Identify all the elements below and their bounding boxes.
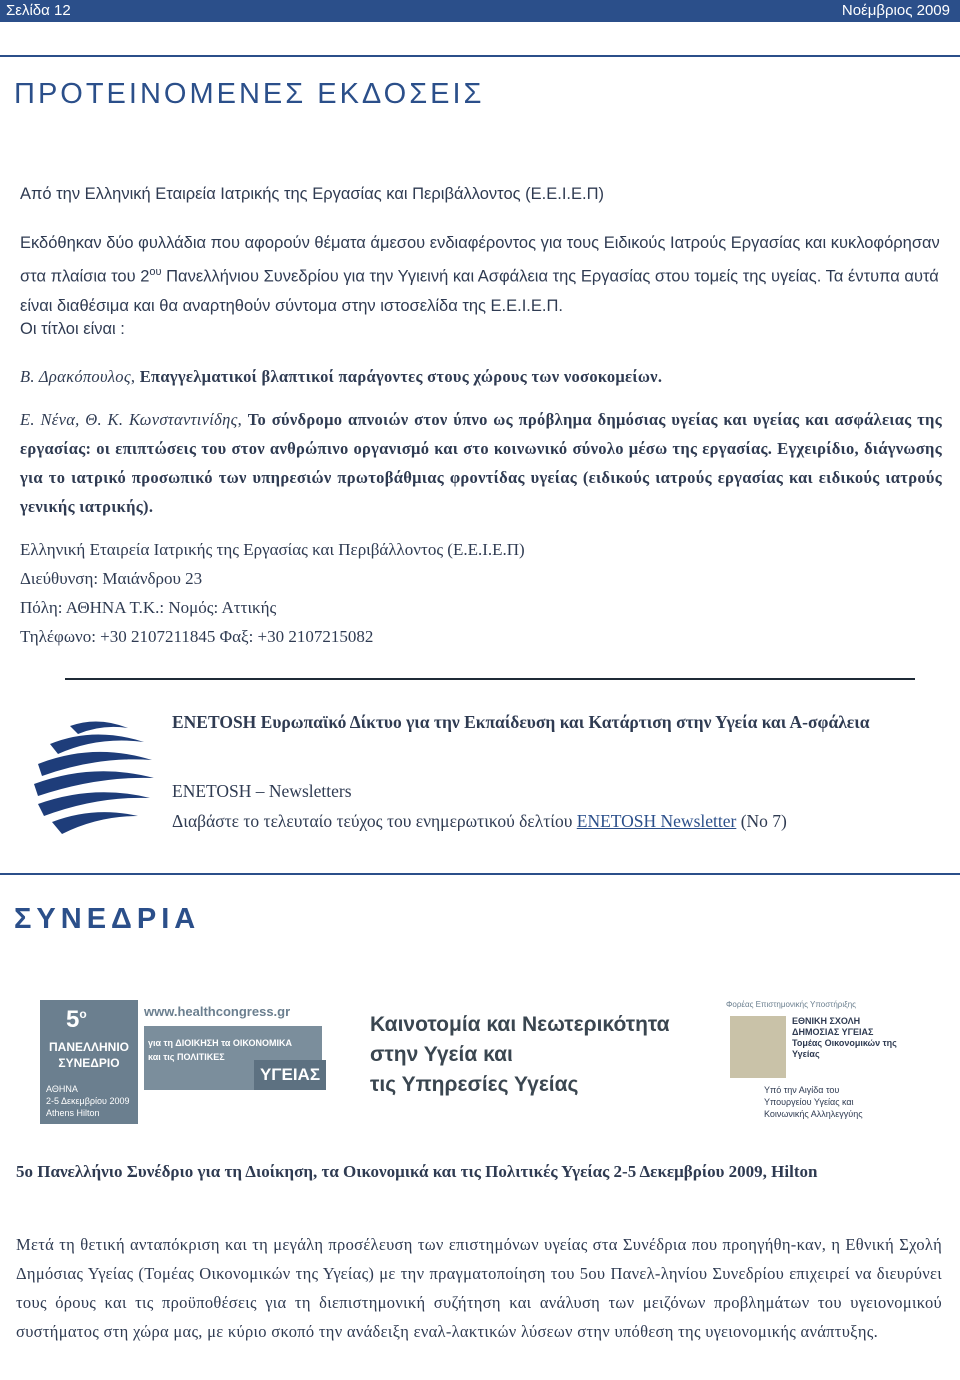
section-title-publications: ΠΡΟΤΕΙΝΟΜΕΝΕΣ ΕΚΔΟΣΕΙΣ bbox=[14, 78, 485, 110]
conference-banner bbox=[40, 1000, 940, 1124]
strip-line-1: για τη ΔΙΟΙΚΗΣΗ τα ΟΙΚΟΝΟΜΙΚΑ bbox=[148, 1038, 292, 1048]
issue-date: Νοέμβριος 2009 bbox=[841, 2, 950, 19]
publications-intro bbox=[20, 229, 942, 321]
badge-number: $5^o$ bbox=[66, 1006, 87, 1033]
enetosh-logo bbox=[28, 716, 158, 840]
publication-2: Ε. Νένα, Θ. Κ. Κωνσταντινίδης, Το σύνδρομο απνοιών στον ύπνο ως πρόβλημα δημόσιας υγείας και υγείας και ασφάλειας της εργασίας: οι επιπτώσεις του στον ανθρώπινο οργανισμό και στο κοινωνικό σύνολο μέσω της εργασίας. Εγχειρίδιο, διάγνωσης για το ιατρικό προσωπικό των υπηρεσιών πρωτοβάθμιας φροντίδας υγείας (ειδικούς ιατρούς εργασίας και ειδικούς ιατρούς γενικής ιατρικής). bbox=[20, 410, 942, 516]
titles-label: Οι τίτλοι είναι : bbox=[20, 320, 125, 338]
slogan-line-1: Καινοτομία και Νεωτερικότητα bbox=[370, 1013, 670, 1036]
badge-city: ΑΘΗΝΑ bbox=[46, 1084, 78, 1094]
contact-fax: Φαξ: +30 2107215082 bbox=[219, 627, 374, 646]
ygeias-label: ΥΓΕΙΑΣ bbox=[254, 1060, 326, 1090]
contact-block bbox=[20, 535, 525, 651]
enetosh-newsletters: ENETOSH – Newsletters bbox=[172, 781, 352, 801]
contact-org: Ελληνική Εταιρεία Ιατρικής της Εργασίας και Περιβάλλοντος (Ε.Ε.Ι.Ε.Π) bbox=[20, 540, 525, 559]
publication-2-title: Το σύνδρομο απνοιών στον ύπνο ως πρόβλημα δημόσιας υγείας και υγείας και ασφάλειας της εργασίας: οι επιπτώσεις του στον ανθρώπινο οργανισμό και στο κοινωνικό σύνολο μέσω της εργασίας. Εγχειρίδιο, διάγνωσης για το ιατρικό προσωπικό των υπηρεσιών πρωτοβάθμιας φροντίδας υγείας (ειδικούς ιατρούς εργασίας και ειδικούς ιατρούς γενικής ιατρικής). bbox=[20, 410, 942, 516]
publication-1-title: Επαγγελματικοί βλαπτικοί παράγοντες στους χώρους των νοσοκομείων. bbox=[139, 367, 663, 386]
contact-phone-fax bbox=[20, 622, 525, 651]
badge-venue: Athens Hilton bbox=[46, 1108, 100, 1118]
slogan-line-2: στην Υγεία και bbox=[370, 1043, 513, 1066]
sponsor-emblem-icon bbox=[730, 1016, 786, 1078]
read-prefix: Διαβάστε το τελευταίο τεύχος του ενημερωτικού δελτίου bbox=[172, 811, 577, 831]
congress-slogan bbox=[370, 1010, 670, 1100]
slogan-line-3: τις Υπηρεσίες Υγείας bbox=[370, 1073, 579, 1096]
section-title-conferences: ΣΥΝΕΔΡΙΑ bbox=[14, 903, 201, 935]
aegis-line-1: Υπό την Αιγίδα του bbox=[764, 1085, 840, 1095]
horizontal-rule bbox=[65, 678, 915, 680]
sponsor-name: ΕΘΝΙΚΗ ΣΧΟΛΗ ΔΗΜΟΣΙΑΣ ΥΓΕΙΑΣ Τομέας Οικονομικών της Υγείας bbox=[792, 1016, 897, 1059]
enetosh-title: ENETOSH Ευρωπαϊκό Δίκτυο για την Εκπαίδευση και Κατάρτιση στην Υγεία και Α-σφάλεια bbox=[172, 712, 870, 732]
badge-line-2: ΣΥΝΕΔΡΙΟ bbox=[58, 1056, 120, 1070]
intro-part-b: Πανελλήνιου Συνεδρίου για την Υγιεινή και Ασφάλεια της Εργασίας στου τομείς της υγείας. Τα έντυπα αυτά είναι διαθέσιμα και θα αναρτηθούν σύντομα στην ιστοσελίδα της Ε.Ε.Ι.Ε.Π. bbox=[20, 267, 939, 315]
intro-part-a: Εκδόθηκαν δύο φυλλάδια που αφορούν θέματα άμεσου ενδιαφέροντος για τους Ειδικούς Ιατρούς Εργασίας και κυκλοφόρησαν στα πλαίσια του 2 bbox=[20, 234, 940, 286]
conference-description: Μετά τη θετική ανταπόκριση και τη μεγάλη προσέλευση των επιστημόνων υγείας στα Συνέδρια που προηγήθη-καν, η Εθνική Σχολή Δημόσιας Υγείας (Τομέας Οικονομικών της Υγείας) με την πραγματοποίηση του 5ου Πανελ-ληνίου Συνεδρίου επιχειρεί να διευρύνει τους όρους και τις προϋποθέσεις για τη διεπιστημονική συζήτηση και ανάλυση των μειζόνων προβλημάτων του υγειονομικού συστήματος στη χώρα μας, με κύριο σκοπό την ανάδειξη εναλ-λακτικών λύσεων στην υπόθεση της υγειονομικής ανάπτυξης. bbox=[16, 1235, 942, 1341]
section-divider-2 bbox=[0, 873, 960, 875]
read-suffix: (No 7) bbox=[736, 811, 787, 831]
publication-2-author: Ε. Νένα, Θ. Κ. Κωνσταντινίδης bbox=[20, 410, 238, 429]
publication-1-author: Β. Δρακόπουλος bbox=[20, 367, 131, 386]
publication-1: Β. Δρακόπουλος, Επαγγελματικοί βλαπτικοί παράγοντες στους χώρους των νοσοκομείων. bbox=[20, 367, 663, 386]
aegis-line-2: Υπουργείου Υγείας και bbox=[764, 1097, 854, 1107]
congress-url: www.healthcongress.gr bbox=[144, 1004, 291, 1019]
enetosh-read-line bbox=[172, 811, 787, 832]
contact-address: Διεύθυνση: Μαιάνδρου 23 bbox=[20, 569, 203, 588]
badge-line-1: ΠΑΝΕΛΛΗΝΙΟ bbox=[48, 1040, 129, 1054]
page-number: Σελίδα 12 bbox=[6, 2, 71, 19]
sponsor-aegis bbox=[764, 1084, 863, 1120]
publications-source: Από την Ελληνική Εταιρεία Ιατρικής της Εργασίας και Περιβάλλοντος (Ε.Ε.Ι.Ε.Π) bbox=[20, 185, 605, 203]
aegis-line-3: Κοινωνικής Αλληλεγγύης bbox=[764, 1109, 863, 1119]
sponsor-label: Φορέας Επιστημονικής Υποστήριξης bbox=[726, 1000, 857, 1009]
badge-dates: 2-5 Δεκεμβρίου 2009 bbox=[46, 1096, 130, 1106]
enetosh-newsletter-link[interactable]: ENETOSH Newsletter bbox=[576, 811, 737, 831]
strip-line-2: και τις ΠΟΛΙΤΙΚΕΣ bbox=[148, 1052, 225, 1062]
contact-phone: Τηλέφωνο: +30 2107211845 bbox=[20, 627, 220, 646]
intro-superscript: ου bbox=[149, 266, 162, 278]
contact-city: Πόλη: ΑΘΗΝΑ Τ.Κ.: Νομός: Αττικής bbox=[20, 598, 277, 617]
conference-badge bbox=[40, 1000, 138, 1124]
page-header bbox=[0, 0, 960, 22]
conference-title: 5ο Πανελλήνιο Συνέδριο για τη Διοίκηση, τα Οικονομικά και τις Πολιτικές Υγείας 2-5 Δεκεμβρίου 2009, Hilton bbox=[16, 1162, 818, 1181]
section-divider bbox=[0, 55, 960, 57]
